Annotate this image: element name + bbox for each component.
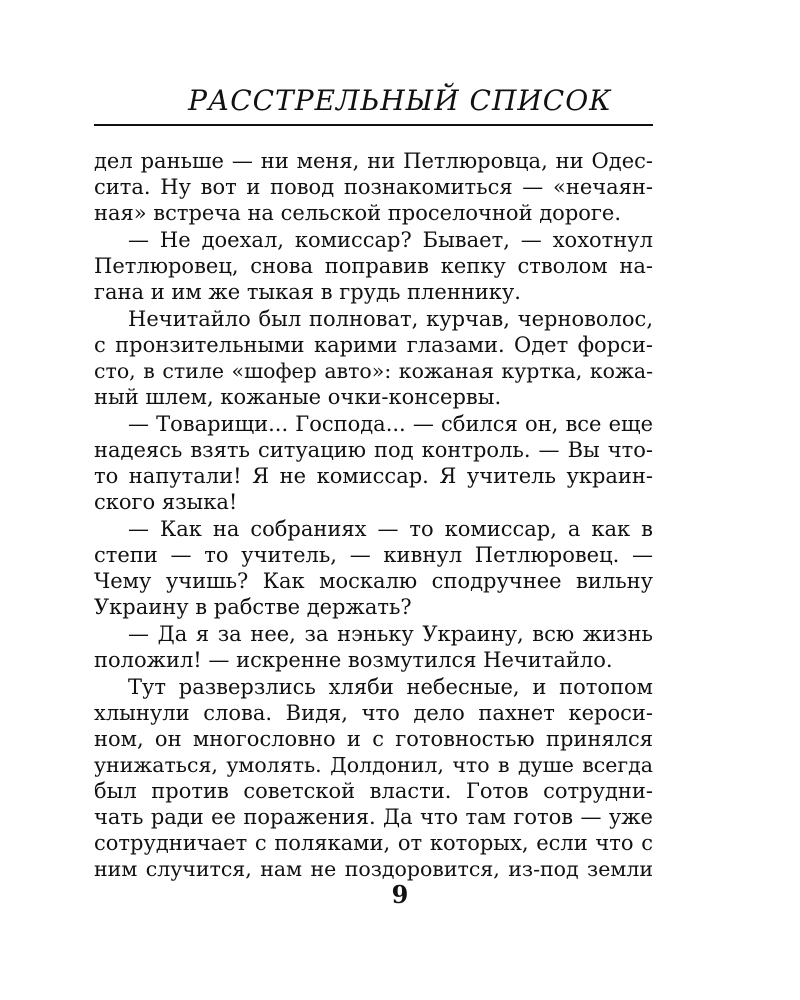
- text-line: сто, в стиле «шофер авто»: кожаная куртка, кожа-: [94, 359, 653, 383]
- text-line: унижаться, умолять. Долдонил, что в душе всегда: [94, 753, 653, 777]
- text-line: Тут разверзлись хляби небесные, и потопом: [128, 675, 653, 699]
- text-line: ный шлем, кожаные очки-консервы.: [94, 385, 502, 409]
- text-line: положил! — искренне возмутился Нечитайло.: [94, 648, 613, 672]
- running-head: РАССТРЕЛЬНЫЙ СПИСОК: [188, 84, 612, 117]
- text-line: то напутали! Я не комиссар. Я учитель украин-: [94, 464, 653, 488]
- text-line: — Как на собраниях — то комиссар, а как в: [128, 517, 653, 541]
- text-line: хлынули слова. Видя, что дело пахнет кероси-: [94, 701, 653, 725]
- text-line: ном, он многословно и с готовностью принялся: [94, 727, 653, 751]
- text-line: чать ради ее поражения. Да что там готов — уже: [94, 805, 653, 829]
- text-line: гана и им же тыкая в грудь пленнику.: [94, 280, 521, 304]
- text-line: — Не доехал, комиссар? Бывает, — хохотнул: [128, 228, 653, 252]
- page-number: 9: [391, 880, 409, 909]
- text-line: ского языка!: [94, 490, 238, 514]
- text-line: Украину в рабстве держать?: [94, 595, 412, 619]
- text-line: — Да я за нее, за нэньку Украину, всю жизнь: [128, 622, 653, 646]
- text-line: Нечитайло был полноват, курчав, черноволос,: [128, 307, 653, 331]
- text-line: Петлюровец, снова поправив кепку стволом на-: [94, 254, 653, 278]
- text-line: сита. Ну вот и повод познакомиться — «нечаян-: [94, 175, 653, 199]
- text-line: — Товарищи... Господа... — сбился он, все еще: [128, 412, 653, 436]
- text-line: ная» встреча на сельской проселочной дороге.: [94, 201, 622, 225]
- text-line: надеясь взять ситуацию под контроль. — Вы что-: [94, 438, 653, 462]
- text-line: сотрудничает с поляками, от которых, если что с: [94, 831, 653, 855]
- text-line: с пронзительными карими глазами. Одет форси-: [94, 333, 653, 357]
- text-line: был против советской власти. Готов сотрудни-: [94, 779, 653, 803]
- text-line: Чему учишь? Как москалю сподручнее вильну: [94, 569, 653, 593]
- header-rule: [94, 124, 653, 126]
- text-line: дел раньше — ни меня, ни Петлюровца, ни Одес-: [94, 149, 653, 173]
- text-line: ним случится, нам не поздоровится, из-под земли: [94, 857, 653, 881]
- text-line: степи — то учитель, — кивнул Петлюровец. —: [94, 543, 653, 567]
